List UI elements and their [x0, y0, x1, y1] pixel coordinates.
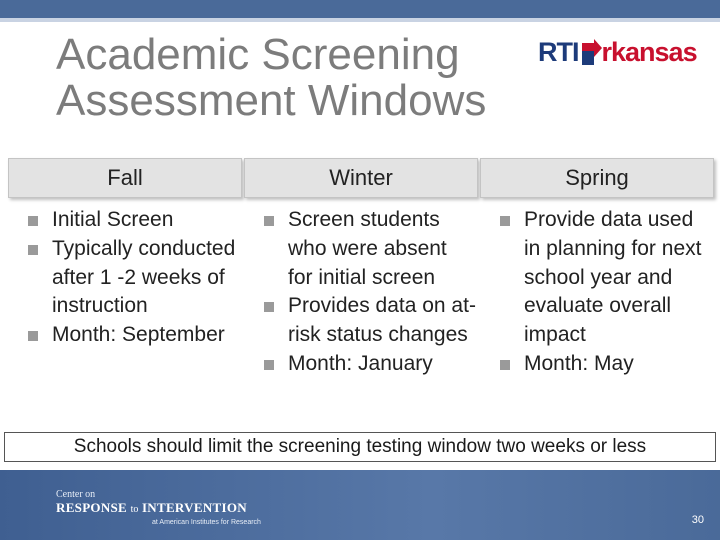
- bullet-item: Typically conducted after 1 -2 weeks of instruction: [28, 235, 240, 321]
- column-spring: [500, 206, 712, 379]
- slide-title-line-1: Academic Screening: [56, 30, 460, 79]
- bullet-item: Provides data on at-risk status changes: [264, 292, 476, 350]
- bullet-item: Month: September: [28, 321, 240, 350]
- page-number: 30: [691, 514, 704, 526]
- crt-intervention: INTERVENTION: [141, 500, 247, 515]
- bullet-list-winter: [264, 206, 476, 379]
- crt-response: RESPONSE: [56, 500, 128, 515]
- crt-air-tagline: at American Institutes for Research: [152, 519, 261, 526]
- crt-wordmark: [56, 500, 261, 518]
- logo-rti-text: RTI: [538, 36, 579, 67]
- arkansas-state-arrow-icon: [580, 39, 602, 65]
- top-banner: [0, 0, 720, 18]
- bullet-list-spring: [500, 206, 712, 379]
- column-header-fall: Fall: [8, 158, 242, 198]
- column-header-winter: Winter: [244, 158, 478, 198]
- bullet-item: Initial Screen: [28, 206, 240, 235]
- screening-window-note: Schools should limit the screening testing window two weeks or less: [4, 432, 716, 462]
- bullet-list-fall: [28, 206, 240, 350]
- footer-banner: [0, 470, 720, 540]
- bullet-item: Provide data used in planning for next school year and evaluate overall impact: [500, 206, 712, 350]
- column-header-spring: Spring: [480, 158, 714, 198]
- bullet-item: Month: May: [500, 350, 712, 379]
- logo-arkansas-text: rkansas: [601, 36, 697, 67]
- crt-center-on: Center on: [56, 489, 96, 500]
- bullet-item: Month: January: [264, 350, 476, 379]
- center-on-rti-logo: [56, 490, 261, 528]
- top-banner-shade: [0, 18, 720, 22]
- crt-to: to: [130, 504, 139, 515]
- slide-title: [56, 32, 526, 124]
- rti-arkansas-logo: [538, 36, 697, 68]
- column-winter: [264, 206, 476, 379]
- column-fall: [28, 206, 240, 350]
- slide-title-line-2: Assessment Windows: [56, 76, 487, 125]
- bullet-item: Screen students who were absent for initial screen: [264, 206, 476, 292]
